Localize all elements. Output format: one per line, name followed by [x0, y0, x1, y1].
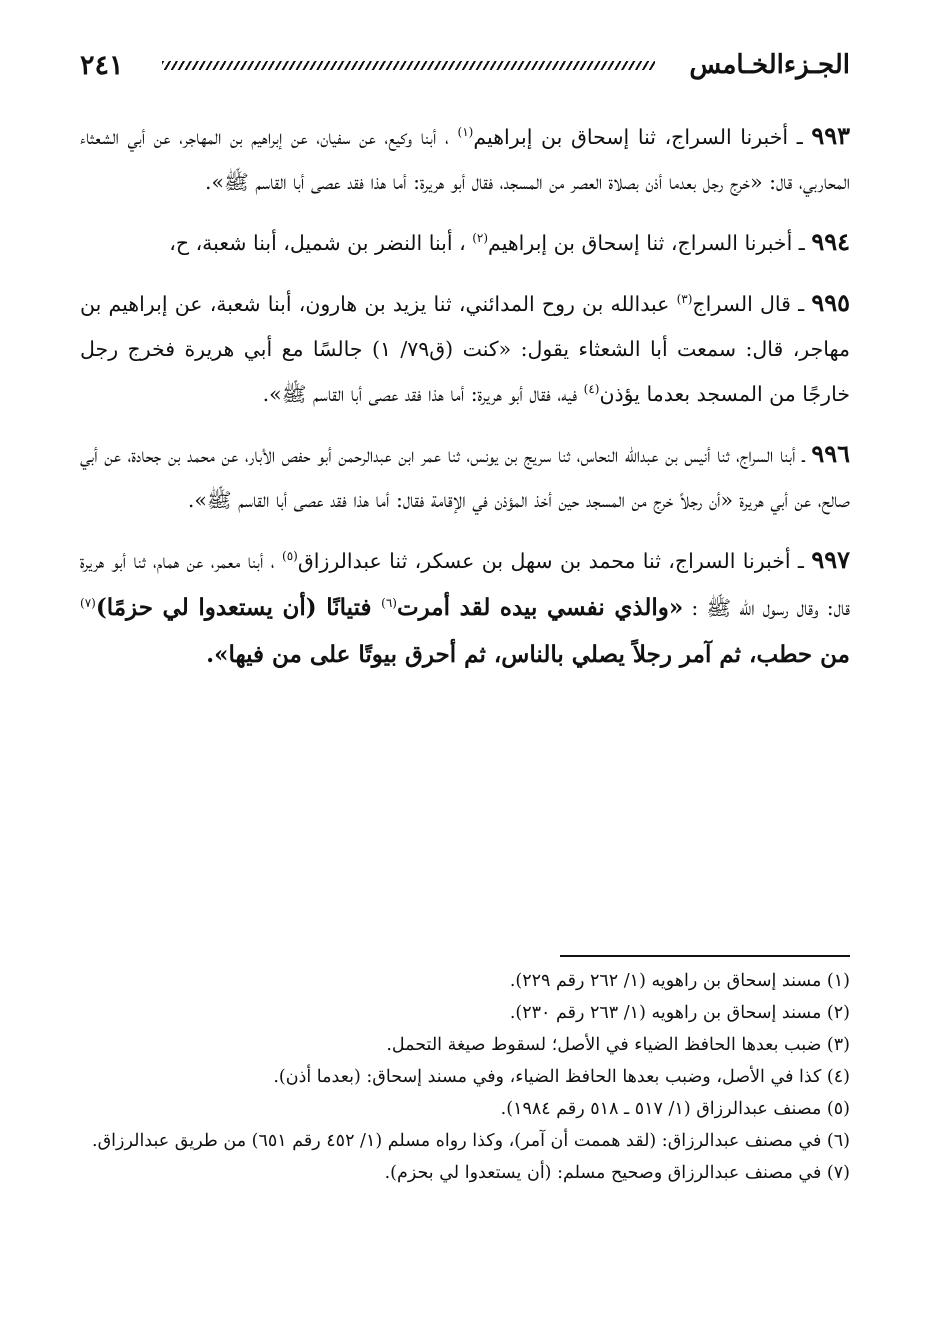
page-number: ٢٤١	[80, 49, 124, 81]
hadith-text: ـ أخبرنا السراج، ثنا إسحاق بن إبراهيم	[488, 231, 812, 255]
hadith-text: ـ أبنا السراج، ثنا أنيس بن عبدالله النحاس، ثنا سريج بن يونس، ثنا عمر ابن عبدالرحمن أبو حفص الأبار، عن محمد بن جحادة، عن أبي صالح، عن أبي هريرة «أن رجلاً خرج من المسجد حين أخذ المؤذن في الإقامة فقال: أما هذا فقد عصى أبا القاسم ﷺ».	[80, 443, 850, 512]
hadith-text: ـ أخبرنا السراج، ثنا محمد بن سهل بن عسكر، ثنا عبدالرزاق	[297, 549, 812, 573]
hadith-994	[80, 219, 850, 266]
footnote-ref: (٧)	[80, 596, 96, 611]
hadith-996	[80, 431, 850, 523]
hadith-number: ٩٩٦	[811, 439, 850, 468]
hadith-993	[80, 113, 850, 205]
prophetic-saying: فتيانًا (أن يستعدوا لي حزمًا)	[95, 594, 382, 621]
prophetic-saying: من حطب، ثم آمر رجلاً يصلي بالناس، ثم أحرق بيوتًا على من فيها».	[206, 641, 850, 668]
footnote-3: (٣) ضبب بعدها الحافظ الضياء في الأصل؛ لسقوط صيغة التحمل.	[386, 1035, 850, 1055]
footnotes	[80, 965, 850, 1189]
hadith-number: ٩٩٣	[811, 121, 850, 150]
hadith-text: ، أبنا النضر بن شميل، أبنا شعبة، ح،	[169, 231, 473, 255]
header-rule	[162, 61, 656, 70]
hadith-text: ـ قال السراج	[692, 292, 812, 316]
hadith-text: ، أبنا معمر، عن همام، ثنا أبو هريرة قال: وقال رسول الله ﷺ :	[80, 549, 850, 620]
hadith-text: عبدالله بن روح المدائني، ثنا يزيد بن هارون، أبنا شعبة، عن إبراهيم بن مهاجر، قال: سمعت أبا الشعثاء يقول: «كنت (ق٧٩/ ١) جالسًا مع أبي هريرة فخرج رجل خارجًا من المسجد بعدما يؤذن	[80, 292, 850, 406]
hadith-number: ٩٩٤	[811, 227, 850, 256]
main-text	[80, 113, 850, 692]
footnote-7: (٧) في مصنف عبدالرزاق وصحيح مسلم: (أن يستعدوا لي بحزم).	[384, 1163, 850, 1183]
footnote-ref: (٥)	[282, 549, 298, 564]
footnote-ref: (١)	[457, 125, 474, 140]
hadith-number: ٩٩٥	[811, 288, 850, 317]
hadith-text: ـ أخبرنا السراج، ثنا إسحاق بن إبراهيم	[473, 125, 812, 149]
footnote-ref: (٤)	[583, 382, 600, 397]
running-title: الجـزءالخـامس	[689, 50, 850, 80]
hadith-text: فيه، فقال أبو هريرة: أما هذا فقد عصى أبا القاسم ﷺ».	[262, 382, 584, 406]
page-header	[80, 40, 850, 90]
footnote-ref: (٢)	[472, 231, 489, 246]
footnote-6: (٦) في مصنف عبدالرزاق: (لقد هممت أن آمر)، وكذا رواه مسلم (١/ ٤٥٢ رقم ٦٥١) من طريق عبدالرزاق.	[92, 1131, 850, 1151]
footnote-4: (٤) كذا في الأصل، وضبب بعدها الحافظ الضياء، وفي مسند إسحاق: (بعدما أذن).	[273, 1067, 850, 1087]
hadith-995	[80, 280, 850, 417]
hadith-text: ، أبنا وكيع، عن سفيان، عن إبراهيم بن المهاجر، عن أبي الشعثاء المحاربي، قال: «خرج رجل بعدما أذن بصلاة العصر من المسجد، فقال أبو هريرة: أما هذا فقد عصى أبا القاسم ﷺ».	[80, 125, 850, 194]
footnote-2: (٢) مسند إسحاق بن راهويه (١/ ٢٦٣ رقم ٢٣٠).	[509, 1003, 850, 1023]
footnote-5: (٥) مصنف عبدالرزاق (١/ ٥١٧ ـ ٥١٨ رقم ١٩٨٤).	[500, 1099, 850, 1119]
footnote-1: (١) مسند إسحاق بن راهويه (١/ ٢٦٢ رقم ٢٢٩).	[509, 971, 850, 991]
footnote-ref: (٣)	[676, 292, 693, 307]
hadith-number: ٩٩٧	[811, 545, 850, 574]
hadith-997	[80, 537, 850, 678]
footnote-ref: (٦)	[381, 596, 397, 611]
prophetic-saying: «والذي نفسي بيده لقد أمرت	[396, 594, 684, 621]
footnote-separator	[560, 955, 850, 957]
